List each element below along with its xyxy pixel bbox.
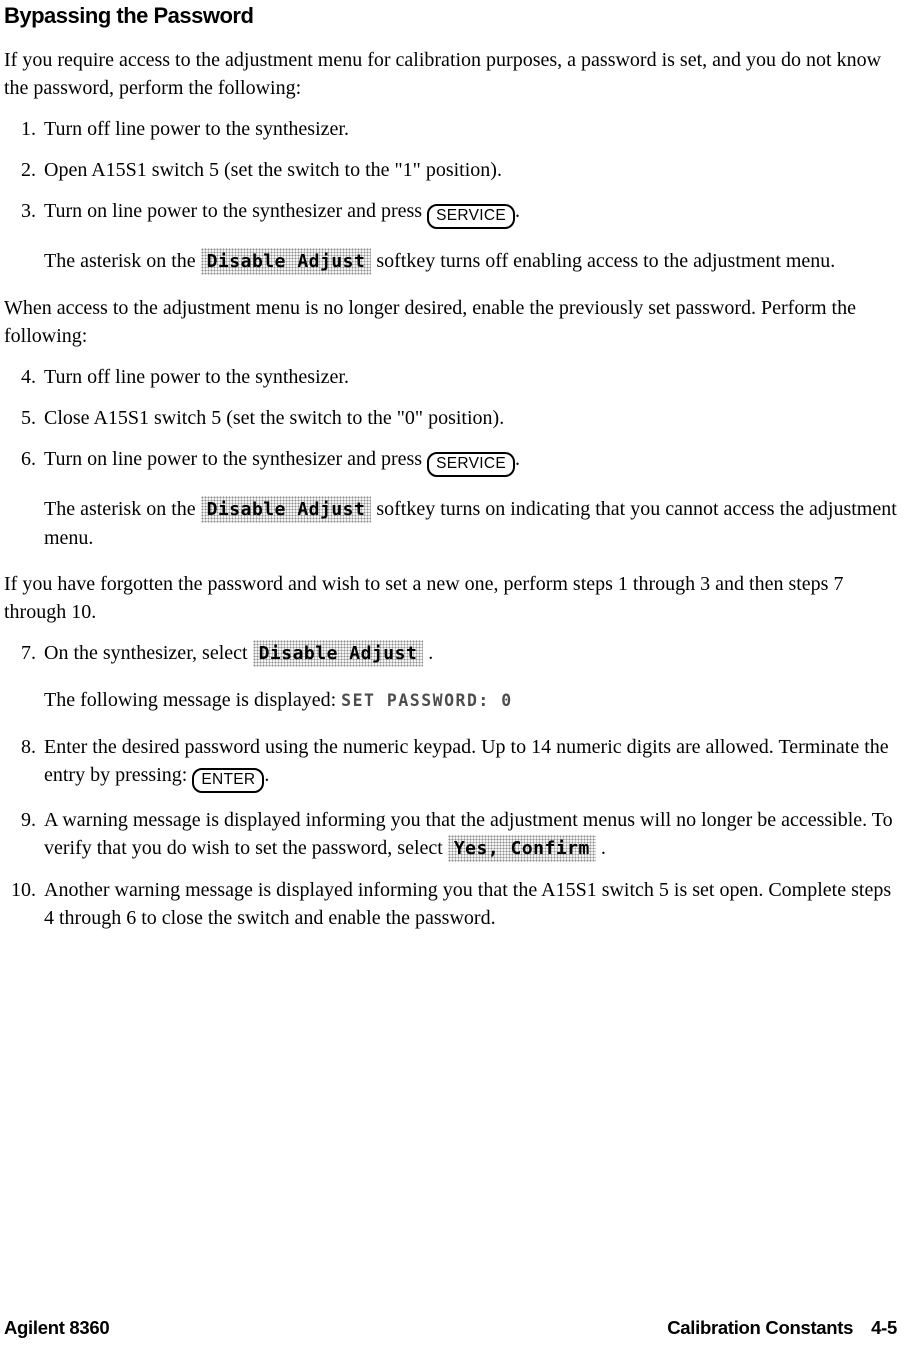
footer-model: Agilent 8360 [4, 1317, 110, 1338]
yes-confirm-softkey: Yes, Confirm [448, 835, 596, 862]
step-text: Turn off line power to the synthesizer. [44, 366, 349, 388]
step-text: A warning message is displayed informing you that the adjustment menus will no longer be accessible. To verify that you do wish to set the password, select [44, 809, 893, 859]
note-text: The asterisk on the [44, 250, 201, 272]
service-keycap: SERVICE [427, 452, 515, 477]
forgot-password-paragraph: If you have forgotten the password and wish to set a new one, perform steps 1 through 3 and then steps 7 through 10. [4, 573, 844, 623]
step-number: 5. [21, 407, 36, 429]
note-text: softkey turns off enabling access to the adjustment menu. [371, 250, 836, 272]
step-text: Close A15S1 switch 5 (set the switch to the "0" position). [44, 407, 505, 429]
disable-adjust-softkey: Disable Adjust [201, 248, 372, 275]
step-10 [4, 876, 897, 932]
enter-keycap: ENTER [192, 768, 264, 793]
disable-adjust-softkey: Disable Adjust [253, 640, 424, 667]
step-text: Turn off line power to the synthesizer. [44, 118, 349, 140]
note-text: softkey turns on indicating that you cannot access the adjustment menu. [44, 498, 897, 549]
step-9 [4, 806, 897, 863]
step-number: 4. [21, 366, 36, 388]
step-number: 3. [21, 200, 36, 222]
footer-page-number: 4-5 [871, 1317, 897, 1338]
step-text: . [514, 448, 520, 470]
step-number: 9. [21, 809, 36, 831]
step-number: 7. [21, 642, 36, 664]
step-text: . [514, 200, 520, 222]
set-password-display-text: SET PASSWORD: 0 [341, 691, 513, 710]
step-number: 8. [21, 736, 36, 758]
step-text: . [423, 642, 434, 664]
step-3 [4, 197, 897, 229]
step-text: Another warning message is displayed informing you that the A15S1 switch 5 is set open. Complete steps 4 through 6 to close the switch and enable the password. [44, 879, 892, 929]
step-1 [4, 115, 897, 143]
page-footer [4, 1314, 897, 1342]
intro-paragraph: If you require access to the adjustment menu for calibration purposes, a password is set, and you do not know the password, perform the following: [4, 49, 882, 99]
step-list-1-3 [4, 115, 897, 276]
step-2 [4, 156, 897, 184]
step-6 [4, 445, 897, 477]
step-text: Open A15S1 switch 5 (set the switch to the "1" position). [44, 159, 502, 181]
footer-section-title: Calibration Constants [667, 1317, 854, 1338]
step-text: On the synthesizer, select [44, 642, 253, 664]
note-text: The asterisk on the [44, 498, 201, 520]
service-keycap: SERVICE [427, 204, 515, 229]
step-7 [4, 639, 897, 668]
step-number: 2. [21, 159, 36, 181]
disable-adjust-softkey: Disable Adjust [201, 496, 372, 523]
step-list-4-6 [4, 363, 897, 552]
step-text: Enter the desired password using the numeric keypad. Up to 14 numeric digits are allowed. Terminate the entry by pressing: [44, 736, 889, 786]
step-text: Turn on line power to the synthesizer and press [44, 200, 428, 222]
step-list-7-10 [4, 639, 897, 932]
step-6-note [44, 495, 897, 552]
step-number: 6. [21, 448, 36, 470]
step-number: 10. [11, 879, 36, 901]
when-access-paragraph: When access to the adjustment menu is no longer desired, enable the previously set password. Perform the following: [4, 297, 856, 347]
note-text: The following message is displayed: [44, 689, 342, 711]
step-3-note [44, 247, 897, 276]
step-7-note [44, 686, 897, 715]
step-5 [4, 404, 897, 432]
step-text: . [264, 764, 270, 786]
step-8 [4, 733, 897, 793]
step-number: 1. [21, 118, 36, 140]
step-text: Turn on line power to the synthesizer and press [44, 448, 428, 470]
step-4 [4, 363, 897, 391]
footer-section-page [667, 1314, 897, 1342]
page-title: Bypassing the Password [4, 3, 254, 28]
step-text: . [595, 837, 606, 859]
